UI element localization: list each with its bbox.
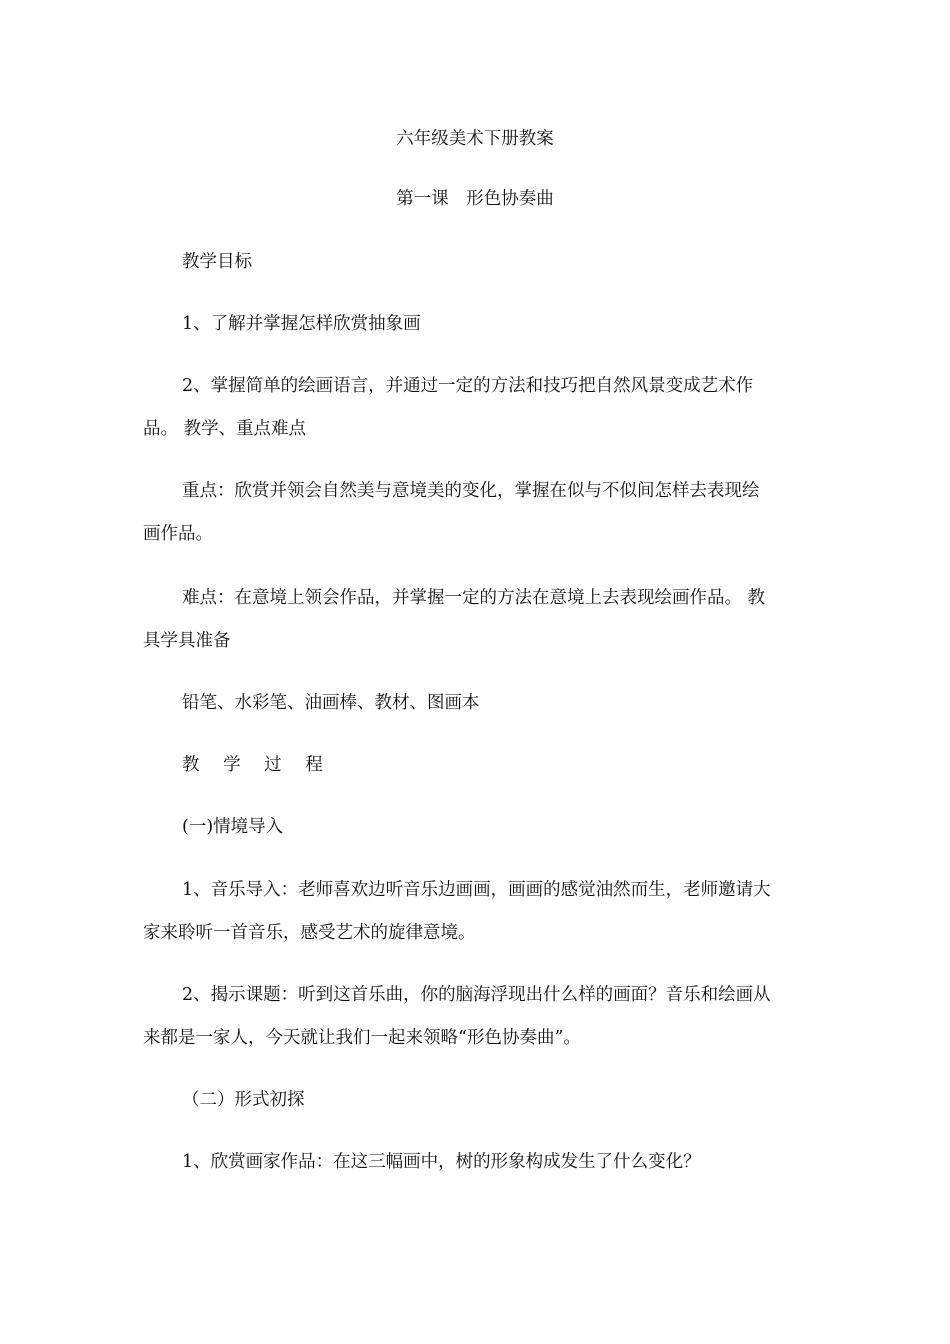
paragraph-appreciation: 1、欣赏画家作品：在这三幅画中，树的形象构成发生了什么变化？ [182, 1152, 701, 1172]
section-heading-intro: (一)情境导入 [182, 817, 284, 837]
document-title: 六年级美术下册教案 [396, 129, 554, 149]
paragraph-difficulty-line-2: 具学具准备 [143, 631, 231, 651]
section-heading-form-exploration: （二）形式初探 [182, 1090, 305, 1110]
paragraph-objective-2-line-1: 2、掌握简单的绘画语言，并通过一定的方法和技巧把自然风景变成艺术作 [182, 376, 754, 396]
paragraph-difficulty-line-1: 难点：在意境上领会作品，并掌握一定的方法在意境上去表现绘画作品。 教 [182, 588, 766, 608]
paragraph-objective-1: 1、了解并掌握怎样欣赏抽象画 [182, 314, 421, 334]
paragraph-music-intro-line-2: 家来聆听一首音乐，感受艺术的旋律意境。 [143, 923, 476, 943]
paragraph-materials: 铅笔、水彩笔、油画棒、教材、图画本 [182, 693, 480, 713]
paragraph-topic-reveal-line-1: 2、揭示课题：听到这首乐曲，你的脑海浮现出什么样的画面？音乐和绘画从 [182, 985, 771, 1005]
lesson-title: 第一课 形色协奏曲 [396, 189, 554, 209]
paragraph-key-point-line-2: 画作品。 [143, 524, 213, 544]
paragraph-music-intro-line-1: 1、音乐导入：老师喜欢边听音乐边画画，画画的感觉油然而生，老师邀请大 [182, 880, 771, 900]
paragraph-objective-2-line-2: 品。 教学、重点难点 [143, 419, 307, 439]
paragraph-topic-reveal-line-2: 来都是一家人，今天就让我们一起来领略“形色协奏曲”。 [143, 1028, 581, 1048]
section-heading-process: 教 学 过 程 [182, 755, 332, 775]
section-heading-objectives: 教学目标 [182, 252, 252, 272]
paragraph-key-point-line-1: 重点：欣赏并领会自然美与意境美的变化，掌握在似与不似间怎样去表现绘 [182, 481, 760, 501]
